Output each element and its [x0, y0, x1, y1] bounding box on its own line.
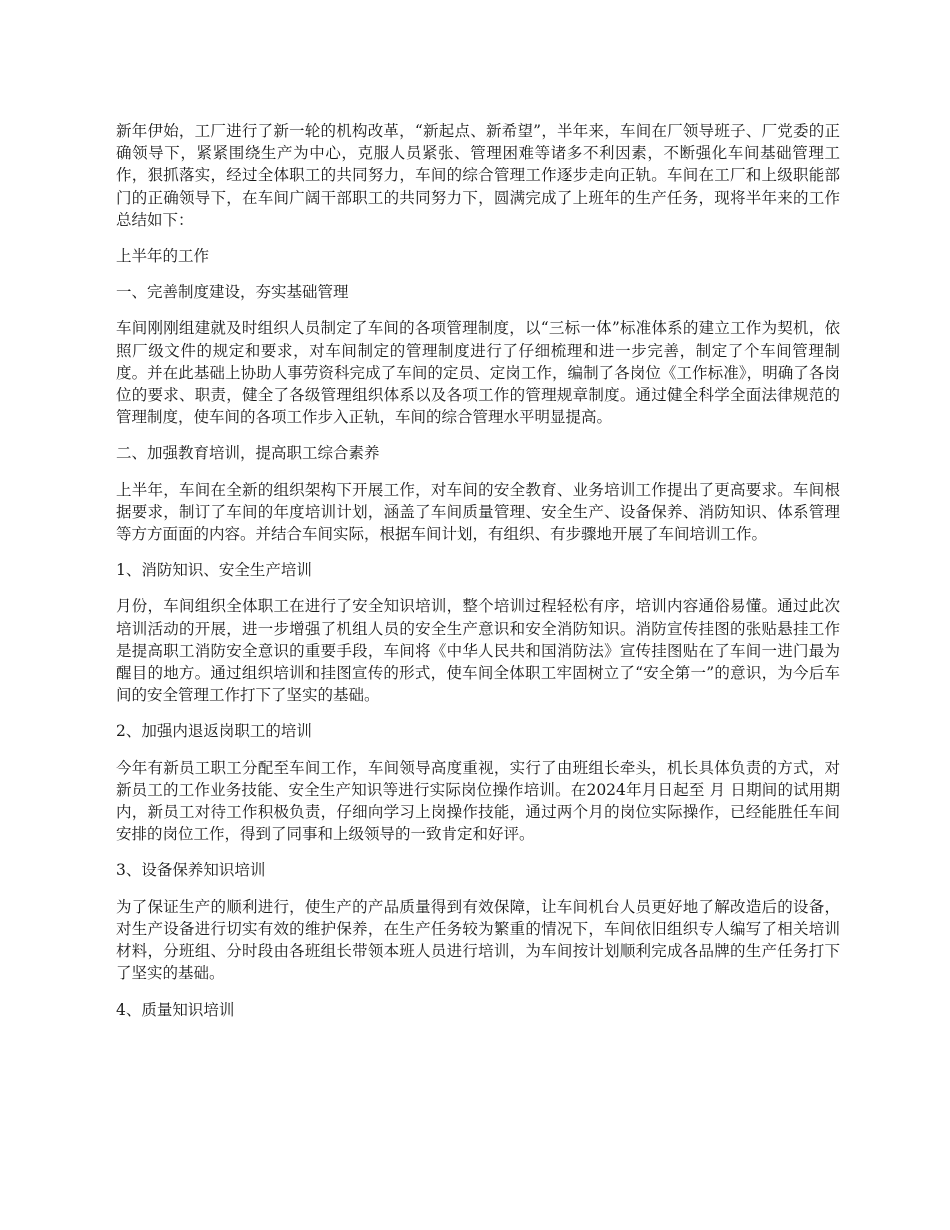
section-heading-2: 二、加强教育培训，提高职工综合素养 [116, 444, 380, 463]
subsection-heading-4: 4、质量知识培训 [116, 1000, 235, 1019]
document-page [116, 120, 840, 1035]
section-heading-first-half: 上半年的工作 [116, 247, 210, 266]
subsection-1-paragraph: 月份，车间组织全体职工在进行了安全知识培训，整个培训过程轻松有序，培训内容通俗易懂。通过此次培训活动的开展，进一步增强了机组人员的安全生产意识和安全消防知识。消防宣传挂图的张贴悬挂工作是提高职工消防安全意识的重要手段，车间将《中华人民共和国消防法》宣传挂图贴在了车间一进门最为醒目的地方。通过组织培训和挂图宣传的形式，使车间全体职工牢固树立了“安全第一”的意识，为今后车间的安全管理工作打下了坚实的基础。 [116, 597, 840, 705]
subsection-3-paragraph: 为了保证生产的顺利进行，使生产的产品质量得到有效保障，让车间机台人员更好地了解改造后的设备，对生产设备进行切实有效的维护保养，在生产任务较为繁重的情况下，车间依旧组织专人编写了相关培训材料，分班组、分时段由各班组长带领本班人员进行培训，为车间按计划顺利完成各品牌的生产任务打下了坚实的基础。 [116, 897, 840, 983]
intro-paragraph: 新年伊始，工厂进行了新一轮的机构改革，“新起点、新希望”，半年来，车间在厂领导班子、厂党委的正确领导下，紧紧围绕生产为中心，克服人员紧张、管理困难等诸多不利因素，不断强化车间基础管理工作，狠抓落实，经过全体职工的共同努力，车间的综合管理工作逐步走向正轨。车间在工厂和上级职能部门的正确领导下，在车间广阔干部职工的共同努力下，圆满完成了上班年的生产任务，现将半年来的工作总结如下： [116, 122, 840, 229]
section-heading-1: 一、完善制度建设，夯实基础管理 [116, 283, 349, 302]
subsection-heading-2: 2、加强内退返岗职工的培训 [116, 722, 312, 741]
subsection-2-paragraph: 今年有新员工职工分配至车间工作，车间领导高度重视，实行了由班组长牵头，机长具体负责的方式，对新员工的工作业务技能、安全生产知识等进行实际岗位操作培训。在2024年月日起至 月 日期间的试用期内，新员工对待工作积极负责，仔细向学习上岗操作技能，通过两个月的岗位实际操作，已经能胜任车间安排的岗位工作，得到了同事和上级领导的一致肯定和好评。 [116, 758, 840, 844]
subsection-heading-3: 3、设备保养知识培训 [116, 861, 266, 880]
subsection-heading-1: 1、消防知识、安全生产培训 [116, 561, 312, 580]
section-1-paragraph: 车间刚刚组建就及时组织人员制定了车间的各项管理制度，以“三标一体”标准体系的建立工作为契机，依照厂级文件的规定和要求，对车间制定的管理制度进行了仔细梳理和进一步完善，制定了个车间管理制度。并在此基础上协助人事劳资科完成了车间的定员、定岗工作，编制了各岗位《工作标准》，明确了各岗位的要求、职责，健全了各级管理组织体系以及各项工作的管理规章制度。通过健全科学全面法律规范的管理制度，使车间的各项工作步入正轨，车间的综合管理水平明显提高。 [116, 319, 840, 427]
section-2-paragraph: 上半年，车间在全新的组织架构下开展工作，对车间的安全教育、业务培训工作提出了更高要求。车间根据要求，制订了车间的年度培训计划，涵盖了车间质量管理、安全生产、设备保养、消防知识、体系管理等方方面面的内容。并结合车间实际，根据车间计划，有组织、有步骤地开展了车间培训工作。 [116, 480, 840, 544]
